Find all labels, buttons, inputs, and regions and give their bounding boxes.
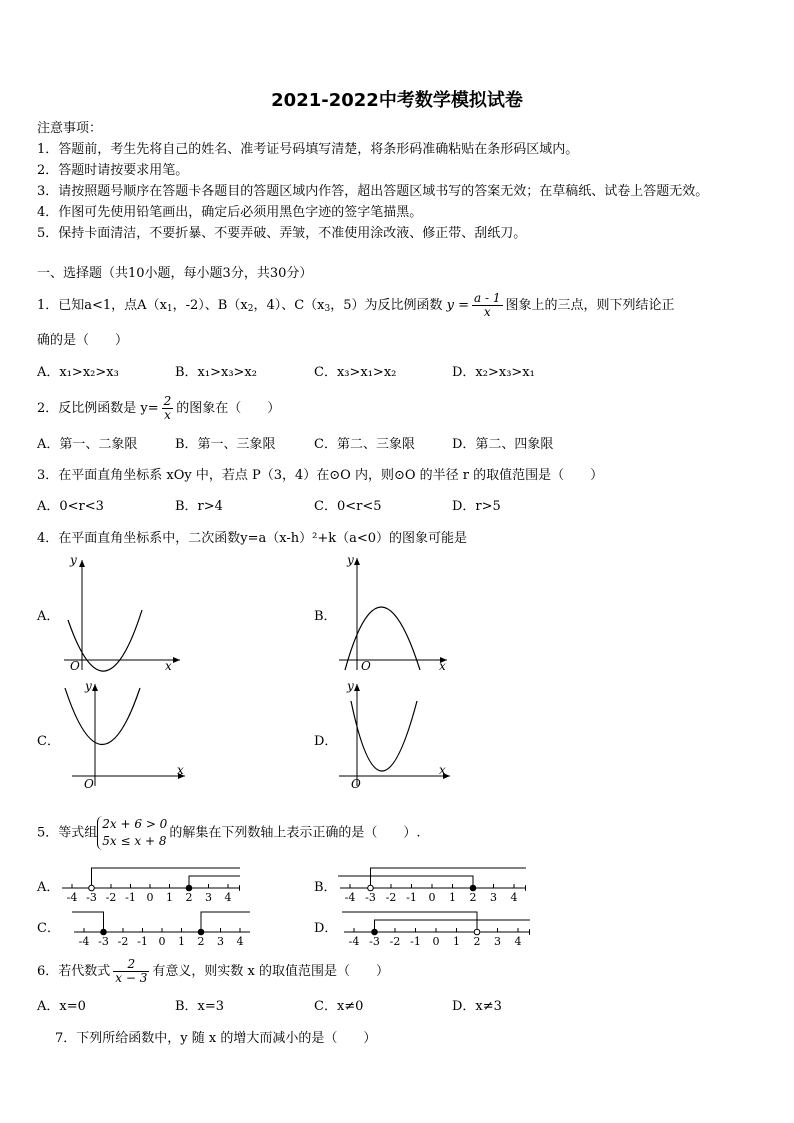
tick-label: -1 <box>410 935 421 948</box>
option-d[interactable]: D．r>5 <box>452 499 501 514</box>
notice-item: 2．答题时请按要求用笔。 <box>37 163 189 178</box>
number-line-d <box>340 906 530 950</box>
axis-label-x: x <box>439 659 446 672</box>
option-a[interactable]: A．0<r<3 <box>37 499 104 514</box>
tick-label: 1 <box>453 935 460 948</box>
option-b[interactable]: B．r>4 <box>175 499 223 514</box>
tick-label: 4 <box>510 891 518 904</box>
tick-label: 3 <box>205 891 212 904</box>
tick-label: -3 <box>86 891 97 904</box>
tick-label: 2 <box>185 891 193 904</box>
origin-label: O <box>351 777 361 791</box>
tick-label: 0 <box>158 935 166 948</box>
notice-item: 5．保持卡面清洁，不要折暴、不要弄破、弄皱，不准使用涂改液、修正带、刮纸刀。 <box>37 226 527 241</box>
notice-item: 3．请按照题号顺序在答题卡各题目的答题区域内作答，超出答题区域书写的答案无效；在草稿纸、试卷上答题无效。 <box>37 184 709 199</box>
question-2: 2．反比例函数是 y= $\frac{2}{x}$ 的图象在（ ） <box>37 394 281 422</box>
question-4: 4．在平面直角坐标系中，二次函数y=a（x-h）²+k（a<0）的图象可能是 <box>37 531 468 546</box>
closed-dot <box>470 885 476 891</box>
inequality-system: 2x + 6 > 0 5x ≤ x + 8 <box>97 816 167 850</box>
axis-label-y: y <box>347 553 354 567</box>
question-5: 5．等式组 2x + 6 > 0 5x ≤ x + 8 的解集在下列数轴上表示正确的是（ ）. <box>37 817 421 848</box>
number-line-c <box>70 906 250 950</box>
tick-label: 4 <box>224 891 232 904</box>
open-dot <box>89 885 95 891</box>
question-3: 3．在平面直角坐标系 xOy 中，若点 P（3，4）在⊙O 内，则⊙O 的半径 r 的取值范围是（ ） <box>37 468 604 483</box>
fraction: $\frac{2}{x}$ <box>163 394 172 422</box>
option-a[interactable]: A． <box>37 880 60 895</box>
notice-item: 1．答题前，考生先将自己的姓名、准考证号码填写清楚，将条形码准确粘贴在条形码区域内。 <box>37 142 579 157</box>
tick-label: 2 <box>473 935 481 948</box>
tick-label: -2 <box>385 891 397 904</box>
tick-label: 0 <box>428 891 436 904</box>
tick-label: 2 <box>469 891 477 904</box>
tick-label: -4 <box>78 935 90 948</box>
option-b[interactable]: B．第一、三象限 <box>175 437 276 452</box>
option-b[interactable]: B． <box>314 880 337 895</box>
solution-ray <box>371 868 527 888</box>
option-d[interactable]: D． <box>314 734 338 749</box>
tick-label: -3 <box>369 935 380 948</box>
option-c[interactable]: C．第二、三象限 <box>314 437 415 452</box>
axis-arrow <box>525 885 526 891</box>
question-6: 6．若代数式 $\frac{2}{x - 3}$ 有意义，则实数 x 的取值范围是（ ） <box>37 957 389 985</box>
tick-label: -4 <box>66 891 78 904</box>
graph-c <box>60 676 190 796</box>
question-7: 7．下列所给函数中，y 随 x 的增大而减小的是（ ） <box>55 1031 377 1046</box>
axis-label-y: y <box>70 553 77 567</box>
option-a[interactable]: A． <box>37 609 60 624</box>
option-c[interactable]: C．x≠0 <box>314 999 364 1014</box>
closed-dot <box>198 929 204 935</box>
option-a[interactable]: A．x=0 <box>37 999 86 1014</box>
tick-label: 2 <box>197 935 205 948</box>
origin-label: O <box>84 777 94 791</box>
number-line-b <box>336 862 526 906</box>
option-b[interactable]: B．x₁>x₃>x₂ <box>175 365 257 380</box>
tick-label: -4 <box>344 891 356 904</box>
tick-label: -2 <box>389 935 401 948</box>
tick-label: 0 <box>432 935 440 948</box>
tick-label: 3 <box>494 935 501 948</box>
option-b[interactable]: B． <box>314 609 337 624</box>
tick-label: 1 <box>178 935 185 948</box>
tick-label: 4 <box>514 935 522 948</box>
open-dot <box>368 885 374 891</box>
closed-dot <box>186 885 192 891</box>
axis-label-x: x <box>177 763 184 777</box>
tick-label: -1 <box>125 891 136 904</box>
tick-label: -2 <box>117 935 129 948</box>
origin-label: O <box>361 659 371 672</box>
tick-label: 4 <box>236 935 244 948</box>
option-c[interactable]: C．0<r<5 <box>314 499 382 514</box>
tick-label: -3 <box>98 935 109 948</box>
option-c[interactable]: C． <box>37 734 60 749</box>
option-b[interactable]: B．x=3 <box>175 999 225 1014</box>
tick-label: 1 <box>166 891 173 904</box>
solution-ray <box>375 920 531 932</box>
tick-label: 3 <box>217 935 224 948</box>
solution-ray <box>92 868 241 888</box>
option-d[interactable]: D．x₂>x₃>x₁ <box>452 365 535 380</box>
notice-item: 4．作图可先使用铅笔画出，确定后必须用黑色字迹的签字笔描黑。 <box>37 205 423 220</box>
origin-label: O <box>70 659 80 672</box>
tick-label: -2 <box>105 891 117 904</box>
tick-label: -1 <box>137 935 148 948</box>
option-d[interactable]: D．第二、四象限 <box>452 437 554 452</box>
graph-d <box>335 676 460 796</box>
fraction: $\frac{2}{x - 3}$ <box>115 957 148 985</box>
axis-label-x: x <box>165 659 172 672</box>
axis-label-y: y <box>347 679 354 693</box>
closed-dot <box>101 929 107 935</box>
option-d[interactable]: D． <box>314 921 338 936</box>
axis-arrow <box>529 929 530 935</box>
fraction: $\frac{a - 1}{x}$ <box>474 291 501 319</box>
axis-arrow <box>239 885 240 891</box>
tick-label: 0 <box>146 891 154 904</box>
notice-heading: 注意事项： <box>37 121 103 136</box>
question-1-line2: 确的是（ ） <box>37 333 129 348</box>
option-d[interactable]: D．x≠3 <box>452 999 502 1014</box>
solution-ray <box>72 912 104 932</box>
option-c[interactable]: C． <box>37 921 60 936</box>
axis-label-y: y <box>85 679 92 693</box>
tick-label: 3 <box>490 891 497 904</box>
closed-dot <box>372 929 378 935</box>
option-c[interactable]: C．x₃>x₁>x₂ <box>314 365 397 380</box>
option-a[interactable]: A．第一、二象限 <box>37 437 138 452</box>
graph-b <box>335 552 460 672</box>
number-line-a <box>60 862 240 906</box>
solution-ray <box>201 912 250 932</box>
option-a[interactable]: A．x₁>x₂>x₃ <box>37 365 119 380</box>
tick-label: -1 <box>406 891 417 904</box>
solution-ray <box>189 876 240 888</box>
question-1: 1．已知a<1，点$A(x_1$，-2）、$B(x_2$，4）、$C(x_3$，5）为反比例函数 y = $\frac{a - 1}{x}$ 图象上的三点，则下列结论正 <box>37 291 675 319</box>
graph-a <box>60 552 190 672</box>
tick-label: -3 <box>365 891 376 904</box>
open-dot <box>474 929 480 935</box>
axis-label-x: x <box>439 763 446 777</box>
page-title: 2021-2022中考数学模拟试卷 <box>271 90 523 111</box>
section-heading: 一、选择题（共10小题，每小题3分，共30分） <box>37 266 313 281</box>
tick-label: -4 <box>348 935 360 948</box>
tick-label: 1 <box>449 891 456 904</box>
